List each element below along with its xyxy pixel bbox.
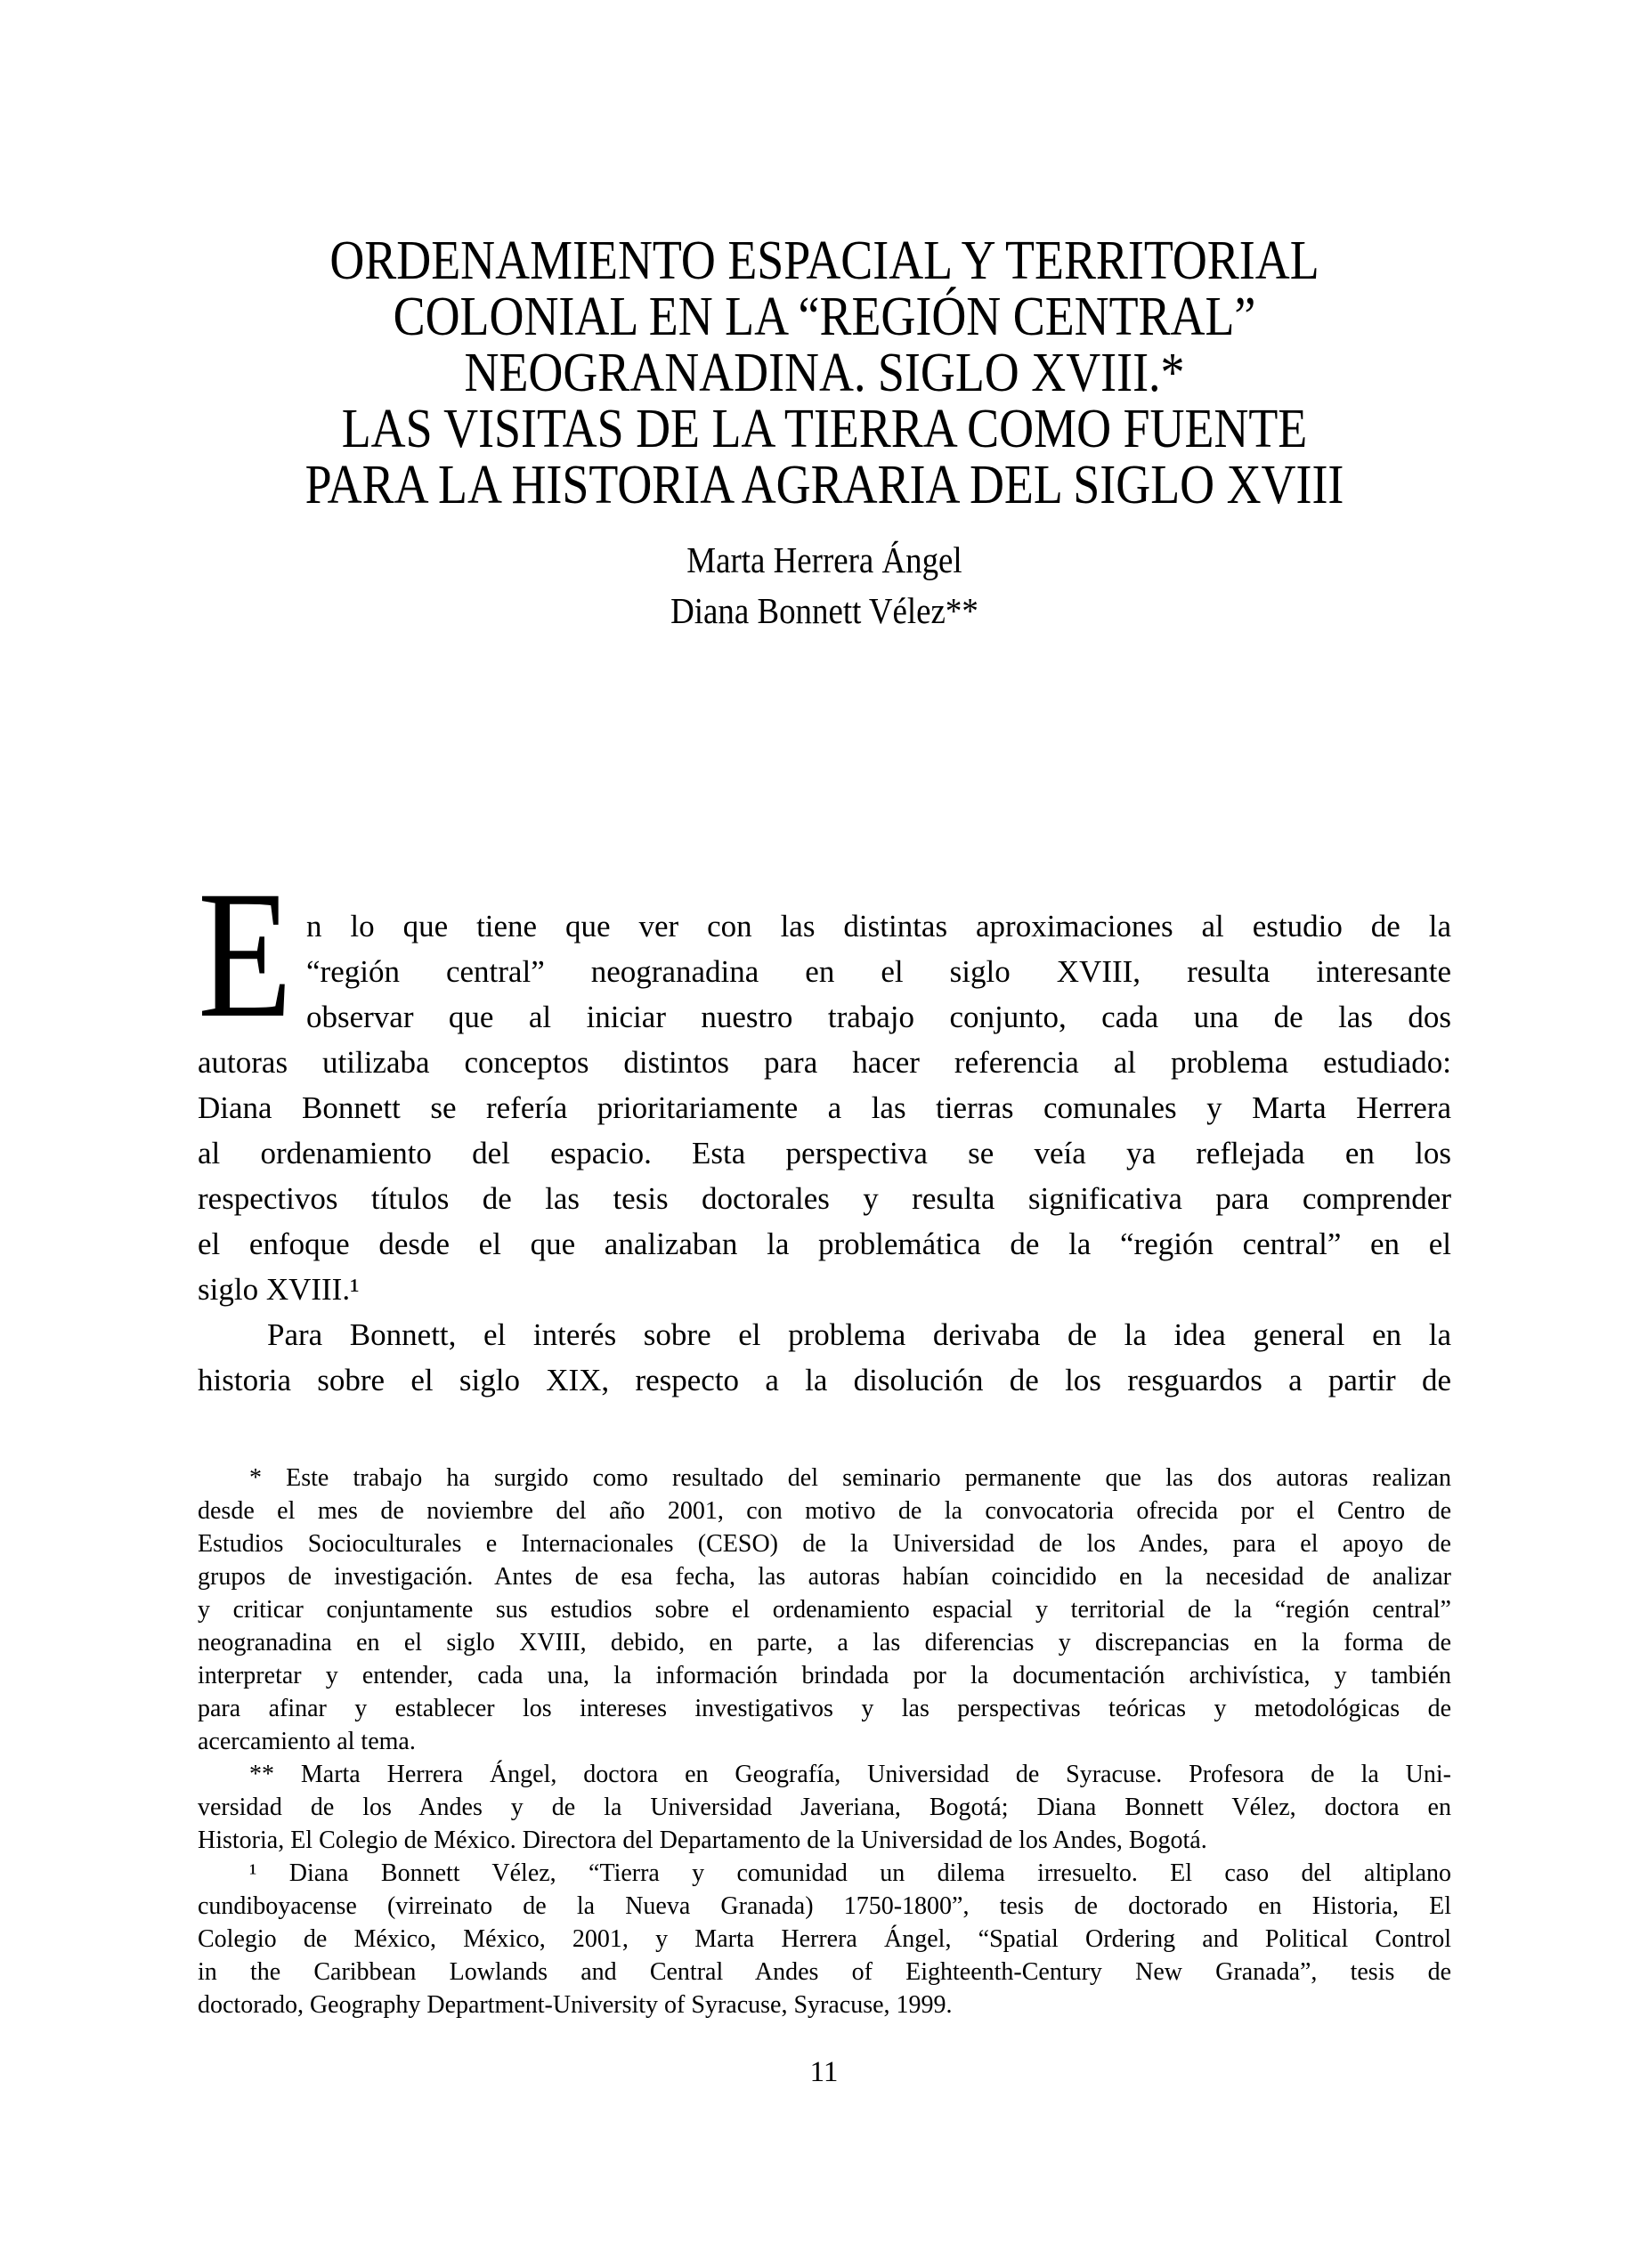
page-number: 11	[809, 2056, 839, 2088]
footnote-star-line: y criticar conjuntamente sus estudios sobre el ordenamiento espacial y territorial de la “región central”	[198, 1596, 1451, 1624]
body-line: historia sobre el siglo XIX, respecto a la disolución de los resguardos a partir de	[198, 1363, 1451, 1397]
footnote-star-line: desde el mes de noviembre del año 2001, con motivo de la convocatoria ofrecida por el Centro de	[198, 1497, 1451, 1525]
body-line: al ordenamiento del espacio. Esta perspectiva se veía ya reflejada en los	[198, 1136, 1451, 1170]
footnote-star-line: * Este trabajo ha surgido como resultado del seminario permanente que las dos autoras realizan	[249, 1464, 1451, 1492]
footnote-star-line: Estudios Socioculturales e Internacionales (CESO) de la Universidad de los Andes, para el apoyo de	[198, 1530, 1451, 1558]
footnote-one-line: Colegio de México, México, 2001, y Marta Herrera Ángel, “Spatial Ordering and Political Control	[198, 1925, 1451, 1953]
authors	[260, 535, 1388, 636]
body-text	[198, 854, 1451, 1403]
article-title	[280, 233, 1370, 514]
body-line: el enfoque desde el que analizaban la problemática de la “región central” en el	[198, 1227, 1451, 1261]
footnote-star-line: acercamiento al tema.	[198, 1728, 416, 1755]
body-line: respectivos títulos de las tesis doctorales y resulta significativa para comprender	[198, 1181, 1451, 1216]
footnote-doublestar-line: versidad de los Andes y de la Universidad Javeriana, Bogotá; Diana Bonnett Vélez, doctora en	[198, 1794, 1451, 1821]
title-line-1: ORDENAMIENTO ESPACIAL Y TERRITORIAL	[329, 231, 1319, 291]
title-line-3: NEOGRANADINA. SIGLO XVIII.*	[464, 343, 1185, 403]
body-line: n lo que tiene que ver con las distintas aproximaciones al estudio de la	[306, 909, 1451, 944]
body-line: Diana Bonnett se refería prioritariamente a las tierras comunales y Marta Herrera	[198, 1090, 1451, 1125]
footnote-star-line: para afinar y establecer los intereses investigativos y las perspectivas teóricas y metodológicas de	[198, 1695, 1451, 1722]
footnote-star-line: grupos de investigación. Antes de esa fecha, las autoras habían coincidido en la necesidad de analizar	[198, 1563, 1451, 1591]
body-line: observar que al iniciar nuestro trabajo conjunto, cada una de las dos	[306, 1000, 1451, 1034]
author-name-1: Marta Herrera Ángel	[686, 539, 962, 580]
body-line: autoras utilizaba conceptos distintos para hacer referencia al problema estudiado:	[198, 1045, 1451, 1080]
footnote-doublestar-line: Historia, El Colegio de México. Directora del Departamento de la Universidad de los Andes, Bogotá.	[198, 1827, 1207, 1854]
footnote-one-line: cundiboyacense (virreinato de la Nueva Granada) 1750-1800”, tesis de doctorado en Historia, El	[198, 1892, 1451, 1920]
footnote-one-line: in the Caribbean Lowlands and Central Andes of Eighteenth-Century New Granada”, tesis de	[198, 1958, 1451, 1986]
title-line-2: COLONIAL EN LA “REGIÓN CENTRAL”	[393, 287, 1256, 347]
footnote-one-line: doctorado, Geography Department-University of Syracuse, Syracuse, 1999.	[198, 1991, 953, 2019]
title-line-4: LAS VISITAS DE LA TIERRA COMO FUENTE	[341, 399, 1308, 459]
body-line: siglo XVIII.¹	[198, 1272, 360, 1307]
author-name-2: Diana Bonnett Vélez**	[670, 590, 978, 631]
body-line: “región central” neogranadina en el siglo XVIII, resulta interesante	[306, 954, 1451, 989]
title-line-5: PARA LA HISTORIA AGRARIA DEL SIGLO XVIII	[304, 455, 1344, 515]
body-line: Para Bonnett, el interés sobre el problema derivaba de la idea general en la	[267, 1317, 1451, 1352]
footnote-star-line: neogranadina en el siglo XVIII, debido, en parte, a las diferencias y discrepancias en la forma de	[198, 1629, 1451, 1656]
footnote-one-line: ¹ Diana Bonnett Vélez, “Tierra y comunidad un dilema irresuelto. El caso del altiplano	[249, 1859, 1451, 1887]
footnote-doublestar-line: ** Marta Herrera Ángel, doctora en Geografía, Universidad de Syracuse. Profesora de la Uni-	[249, 1761, 1451, 1788]
footnotes	[198, 1462, 1451, 2021]
dropcap-letter: E	[198, 854, 293, 1056]
footnote-star-line: interpretar y entender, cada una, la información brindada por la documentación archivística, y también	[198, 1662, 1451, 1689]
